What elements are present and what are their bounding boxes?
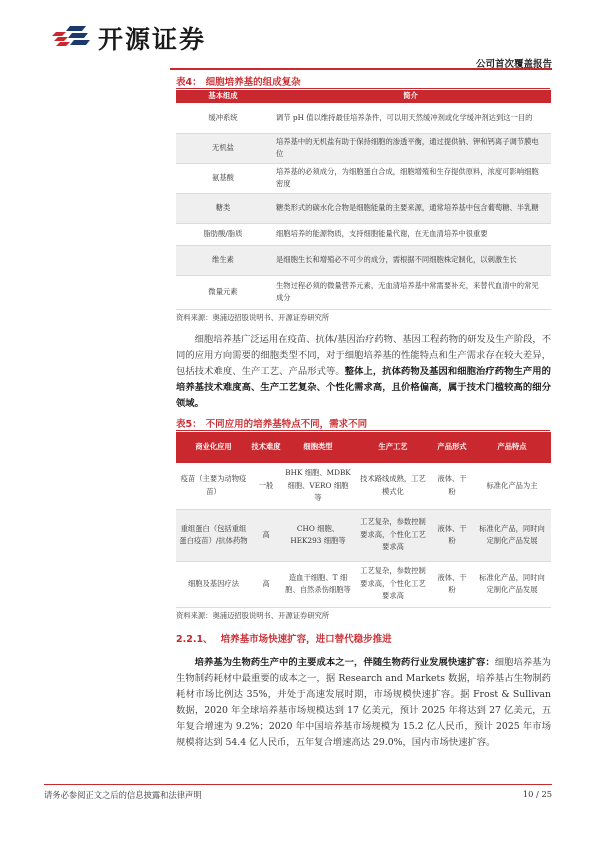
table4 [176, 90, 551, 310]
table5-header-row [176, 432, 551, 463]
table4-component-cell: 无机盐 [176, 133, 270, 163]
table4-component-cell: 微量元素 [176, 275, 270, 309]
table5-header-cell: 商业化应用 [176, 432, 251, 463]
section-title: 培养基市场快速扩容，进口替代稳步推进 [220, 634, 392, 645]
table5-label: 表5： [176, 419, 202, 430]
table4-component-cell: 糖类 [176, 193, 270, 223]
table5-cell: CHO 细胞、HEK293 细胞等 [281, 509, 355, 561]
footer-disclaimer: 请务必参阅正文之后的信息披露和法律声明 [44, 790, 202, 800]
table5-source: 资料来源：奥浦迈招股说明书、开源证券研究所 [176, 611, 330, 620]
section-number: 2.2.1、 [176, 634, 213, 645]
brand-name: 开源证券 [98, 25, 207, 54]
table-row [176, 103, 551, 133]
table5-cell: 细胞及基因疗法 [176, 561, 251, 607]
table-row [176, 561, 551, 607]
paragraph-1-text: 细胞培养基广泛运用在疫苗、抗体/基因治疗药物、基因工程药物的研发及生产阶段，不同的应用方向需要的细胞类型不同，对于细胞培养基的性能特点和生产需求存在较大差异，包括技术难度、生产工艺、产品形式等。 [176, 334, 552, 377]
table4-title: 细胞培养基的组成复杂 [205, 77, 301, 88]
section-heading [176, 631, 400, 645]
table4-header-cell: 基本组成 [176, 90, 270, 103]
brand-logo-icon [52, 22, 92, 50]
table4-header-cell: 简介 [270, 90, 551, 103]
table-row [176, 223, 551, 245]
table5-cell: 标准化产品，同时向定制化产品发展 [473, 509, 551, 561]
table4-description-cell: 培养基的必须成分，为细胞蛋白合成，细胞增殖和生存提供原料，浓度可影响细胞密度 [270, 163, 551, 193]
table5-cell: 重组蛋白（包括重组蛋白疫苗）/抗体药物 [176, 509, 251, 561]
table5-header-cell: 产品形式 [431, 432, 473, 463]
footer-divider [44, 784, 552, 785]
table4-description-cell: 调节 pH 值以维持最佳培养条件，可以用天然缓冲剂或化学缓冲剂达到这一目的 [270, 103, 551, 133]
table4-source: 资料来源：奥浦迈招股说明书、开源证券研究所 [176, 313, 330, 322]
table5-cell: 高 [251, 509, 281, 561]
table4-component-cell: 氨基酸 [176, 163, 270, 193]
table5-cell: 一般 [251, 463, 281, 509]
table4-caption-rule [176, 88, 550, 89]
table-row [176, 275, 551, 309]
table4-component-cell: 脂肪酸/脂质 [176, 223, 270, 245]
table5 [176, 432, 551, 608]
table5-cell: 技术路线成熟，工艺模式化 [355, 463, 431, 509]
header-divider [170, 68, 552, 70]
table5-cell: BHK 细胞、MDBK 细胞、VERO 细胞等 [281, 463, 355, 509]
table5-caption-rule [176, 430, 550, 431]
table4-header-row [176, 90, 551, 103]
table5-cell: 疫苗（主要为动物疫苗） [176, 463, 251, 509]
table5-cell: 液体、干粉 [431, 561, 473, 607]
table4-caption [176, 74, 305, 88]
table5-cell: 液体、干粉 [431, 509, 473, 561]
body-paragraph-1 [176, 332, 551, 412]
table5-header-cell: 细胞类型 [281, 432, 355, 463]
table5-header-cell: 生产工艺 [355, 432, 431, 463]
table5-header-cell: 技术难度 [251, 432, 281, 463]
table-row [176, 509, 551, 561]
paragraph-2-text: 细胞培养基为生物制药耗材中最重要的成本之一，据 Research and Markets 数据，培养基占生物制药耗材市场比例达 35%，并处于高速发展时期，市场规模快速扩容。据 Frost & Sullivan 数据，2020 年全球培养基市场规模达到 17 亿美元，预计 2025 年将达到 27 亿美元，五年复合增速为 9.2%；2020 年中国培养基市场规模为 15.2 亿人民币，预计 2025 年市场规模将达到 54.4 亿人民币，五年复合增速高达 29.0%，国内市场快速扩容。 [176, 657, 551, 748]
table5-cell: 标准化产品，同时向定制化产品发展 [473, 561, 551, 607]
table4-label: 表4： [176, 77, 202, 88]
body-paragraph-2 [176, 655, 551, 751]
table5-cell: 工艺复杂，参数控制要求高，个性化工艺要求高 [355, 561, 431, 607]
table4-body [176, 103, 551, 309]
table4-description-cell: 培养基中的无机盐有助于保持细胞的渗透平衡，通过提供钠、钾和钙离子调节膜电位 [270, 133, 551, 163]
table5-cell: 工艺复杂，参数控制要求高，个性化工艺要求高 [355, 509, 431, 561]
table-row [176, 245, 551, 275]
table4-description-cell: 是细胞生长和增殖必不可少的成分，需根据不同细胞株定制化，以刺激生长 [270, 245, 551, 275]
table-row [176, 463, 551, 509]
report-type: 公司首次覆盖报告 [475, 59, 552, 70]
table-row [176, 133, 551, 163]
table5-cell: 标准化产品为主 [473, 463, 551, 509]
table5-body [176, 463, 551, 607]
paragraph-2-emphasis: 培养基为生物药生产中的主要成本之一，伴随生物药行业发展快速扩容： [194, 657, 495, 668]
table5-header-cell: 产品特点 [473, 432, 551, 463]
table4-description-cell: 细胞培养的能源物质，支持细胞能量代谢，在无血清培养中很重要 [270, 223, 551, 245]
table4-component-cell: 维生素 [176, 245, 270, 275]
table5-cell: 高 [251, 561, 281, 607]
table5-caption [176, 416, 371, 430]
page-number: 10 / 25 [522, 789, 552, 799]
table-row [176, 193, 551, 223]
table5-cell: 液体、干粉 [431, 463, 473, 509]
table4-component-cell: 缓冲系统 [176, 103, 270, 133]
table5-cell: 造血干细胞、T 细胞、自然杀伤细胞等 [281, 561, 355, 607]
table5-title: 不同应用的培养基特点不同，需求不同 [205, 419, 368, 430]
table-row [176, 163, 551, 193]
table4-description-cell: 生物过程必须的微量营养元素，无血清培养基中常需要补充，来替代血清中的常见成分 [270, 275, 551, 309]
table4-description-cell: 糖类形式的碳水化合物是细胞能量的主要来源，通常培养基中包含葡萄糖、半乳糖 [270, 193, 551, 223]
paragraph-1-emphasis: 整体上，抗体药物及基因和细胞治疗药物生产用的培养基技术难度高、生产工艺复杂、个性化需求高，且价格偏高，属于技术门槛较高的细分领域。 [176, 366, 551, 409]
